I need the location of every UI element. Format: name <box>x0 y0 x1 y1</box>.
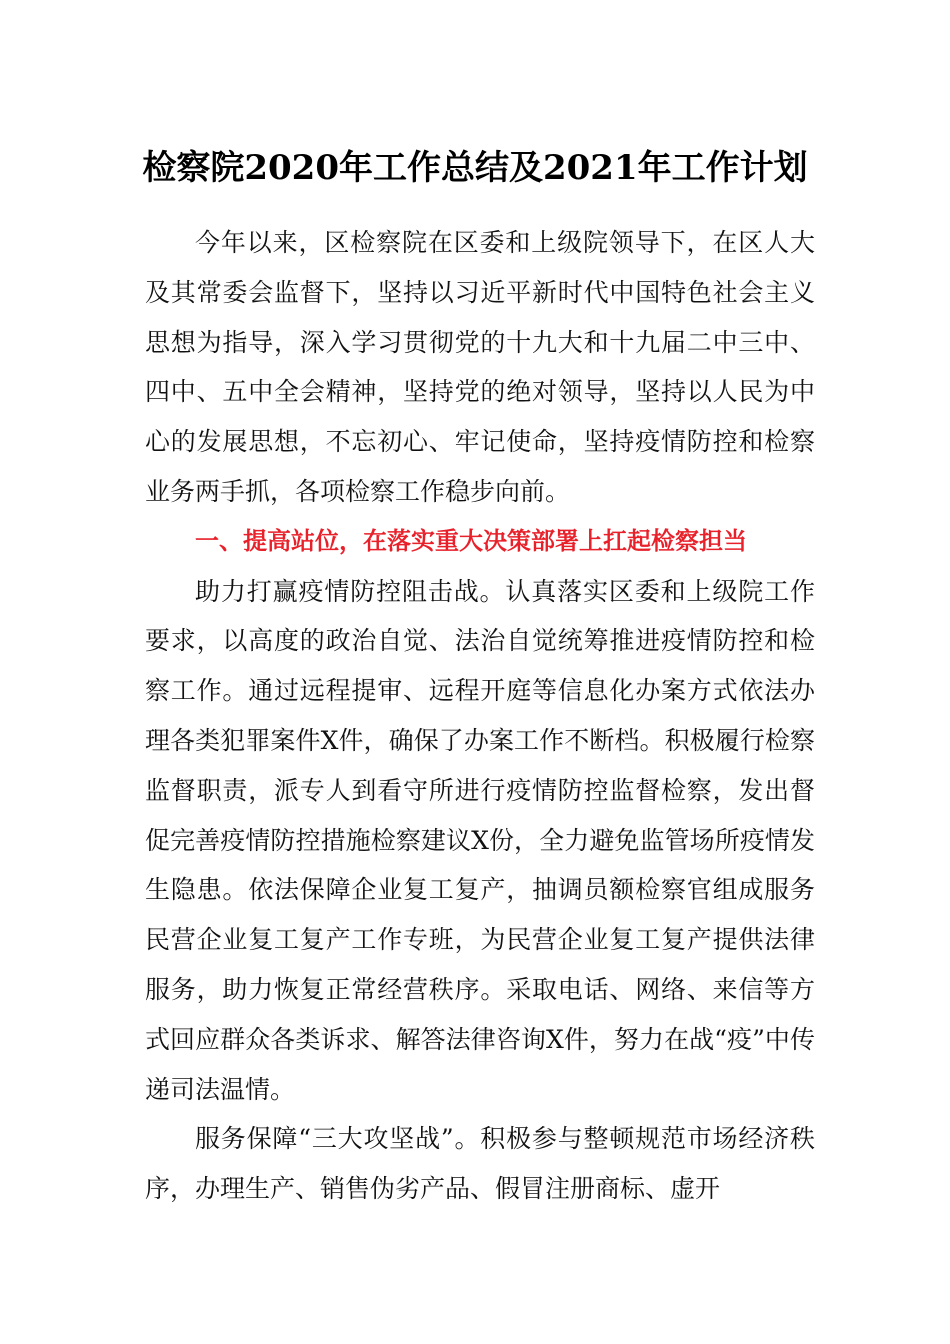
section-heading: 一、提高站位，在落实重大决策部署上扛起检察担当 <box>195 526 747 555</box>
intro-paragraph: 今年以来，区检察院在区委和上级院领导下，在区人大及其常委会监督下，坚持以习近平新时代中国特色社会主义思想为指导，深入学习贯彻党的十九大和十九届二中三中、四中、五中全会精神，坚持党的绝对领导，坚持以人民为中心的发展思想，不忘初心、牢记使命，坚持疫情防控和检察业务两手抓，各项检察工作稳步向前。 <box>145 228 815 506</box>
document-title: 检察院2020年工作总结及2021年工作计划 <box>142 148 808 188</box>
section-paragraph-epidemic: 助力打赢疫情防控阻击战。认真落实区委和上级院工作要求，以高度的政治自觉、法治自觉统筹推进疫情防控和检察工作。通过远程提审、远程开庭等信息化办案方式依法办理各类犯罪案件X件，确保了办案工作不断档。积极履行检察监督职责，派专人到看守所进行疫情防控监督检察，发出督促完善疫情防控措施检察建议X份，全力避免监管场所疫情发生隐患。依法保障企业复工复产，抽调员额检察官组成服务民营企业复工复产工作专班，为民营企业复工复产提供法律服务，助力恢复正常经营秩序。采取电话、网络、来信等方式回应群众各类诉求、解答法律咨询X件，努力在战“疫”中传递司法温情。 <box>145 576 815 1104</box>
document-body <box>145 218 815 1214</box>
section-paragraph-three-battles: 服务保障“三大攻坚战”。积极参与整顿规范市场经济秩序，办理生产、销售伪劣产品、假冒注册商标、虚开 <box>145 1124 815 1204</box>
